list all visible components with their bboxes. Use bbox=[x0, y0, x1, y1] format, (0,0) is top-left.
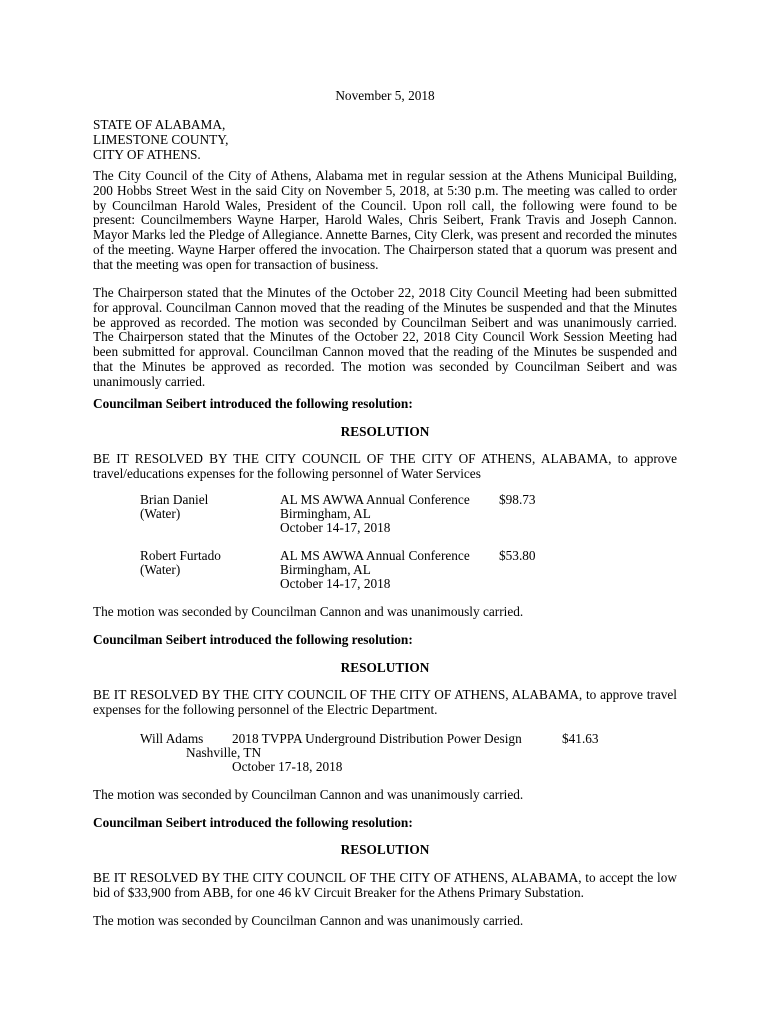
resolution-2-text: BE IT RESOLVED BY THE CITY COUNCIL OF THE CITY OF ATHENS, ALABAMA, to approve travel expenses for the following personnel of the Electric Department. bbox=[93, 687, 677, 717]
minutes-approval-paragraph: The Chairperson stated that the Minutes of the October 22, 2018 City Council Meeting had been submitted for approval. Councilman Cannon moved that the reading of the Minutes be suspended and that the Minutes be approved as recorded. The motion was seconded by Councilman Seibert and was unanimously carried. The Chairperson stated that the Minutes of the October 22, 2018 City Council Work Session Meeting had been submitted for approval. Councilman Cannon moved that the reading of the Minutes be suspended and that the Minutes be approved as recorded. The motion was seconded by Councilman Seibert and was unanimously carried. bbox=[93, 285, 677, 389]
entry-department: (Water) bbox=[140, 562, 181, 577]
city-line: CITY OF ATHENS. bbox=[93, 146, 201, 162]
entry-event: AL MS AWWA Annual Conference bbox=[280, 492, 470, 507]
entry-name: Robert Furtado bbox=[140, 548, 221, 563]
state-line: STATE OF ALABAMA, bbox=[93, 117, 226, 132]
resolution-2-intro: Councilman Seibert introduced the following resolution: bbox=[93, 632, 413, 647]
entry-amount: $53.80 bbox=[499, 548, 536, 563]
jurisdiction-header bbox=[93, 118, 677, 162]
meeting-date: November 5, 2018 bbox=[335, 88, 435, 103]
entry-dates: October 17-18, 2018 bbox=[232, 759, 343, 774]
resolution-2-heading: RESOLUTION bbox=[340, 660, 430, 675]
county-line: LIMESTONE COUNTY, bbox=[93, 131, 229, 147]
entry-city: Birmingham, AL bbox=[280, 506, 371, 521]
resolution-2-motion: The motion was seconded by Councilman Cannon and was unanimously carried. bbox=[93, 787, 524, 802]
resolution-1-intro: Councilman Seibert introduced the following resolution: bbox=[93, 396, 413, 411]
resolution-1-text: BE IT RESOLVED BY THE CITY COUNCIL OF THE CITY OF ATHENS, ALABAMA, to approve travel/educations expenses for the following personnel of Water Services bbox=[93, 451, 677, 481]
entry-dates: October 14-17, 2018 bbox=[280, 520, 391, 535]
resolution-3-motion: The motion was seconded by Councilman Cannon and was unanimously carried. bbox=[93, 913, 524, 928]
resolution-1-motion: The motion was seconded by Councilman Cannon and was unanimously carried. bbox=[93, 604, 524, 619]
entry-city: Birmingham, AL bbox=[280, 562, 371, 577]
resolution-3-intro: Councilman Seibert introduced the following resolution: bbox=[93, 815, 413, 830]
resolution-3-text: BE IT RESOLVED BY THE CITY COUNCIL OF THE CITY OF ATHENS, ALABAMA, to accept the low bid of $33,900 from ABB, for one 46 kV Circuit Breaker for the Athens Primary Substation. bbox=[93, 870, 677, 900]
opening-paragraph: The City Council of the City of Athens, Alabama met in regular session at the Athens Municipal Building, 200 Hobbs Street West in the said City on November 5, 2018, at 5:30 p.m. The meeting was called to order by Councilman Harold Wales, President of the Council. Upon roll call, the following were found to be present: Councilmembers Wayne Harper, Harold Wales, Chris Seibert, Frank Travis and Joseph Cannon. Mayor Marks led the Pledge of Allegiance. Annette Barnes, City Clerk, was present and recorded the minutes of the meeting. Wayne Harper offered the invocation. The Chairperson stated that a quorum was present and that the meeting was open for transaction of business. bbox=[93, 168, 677, 272]
entry-amount: $41.63 bbox=[562, 731, 599, 746]
resolution-3-heading: RESOLUTION bbox=[340, 842, 430, 857]
entry-department: (Water) bbox=[140, 506, 181, 521]
entry-name: Brian Daniel bbox=[140, 492, 209, 507]
entry-city: Nashville, TN bbox=[186, 745, 262, 760]
entry-dates: October 14-17, 2018 bbox=[280, 576, 391, 591]
entry-event: AL MS AWWA Annual Conference bbox=[280, 548, 470, 563]
entry-amount: $98.73 bbox=[499, 492, 536, 507]
entry-event: 2018 TVPPA Underground Distribution Power Design bbox=[232, 731, 522, 746]
entry-name: Will Adams bbox=[140, 731, 204, 746]
resolution-1-heading: RESOLUTION bbox=[340, 424, 430, 439]
